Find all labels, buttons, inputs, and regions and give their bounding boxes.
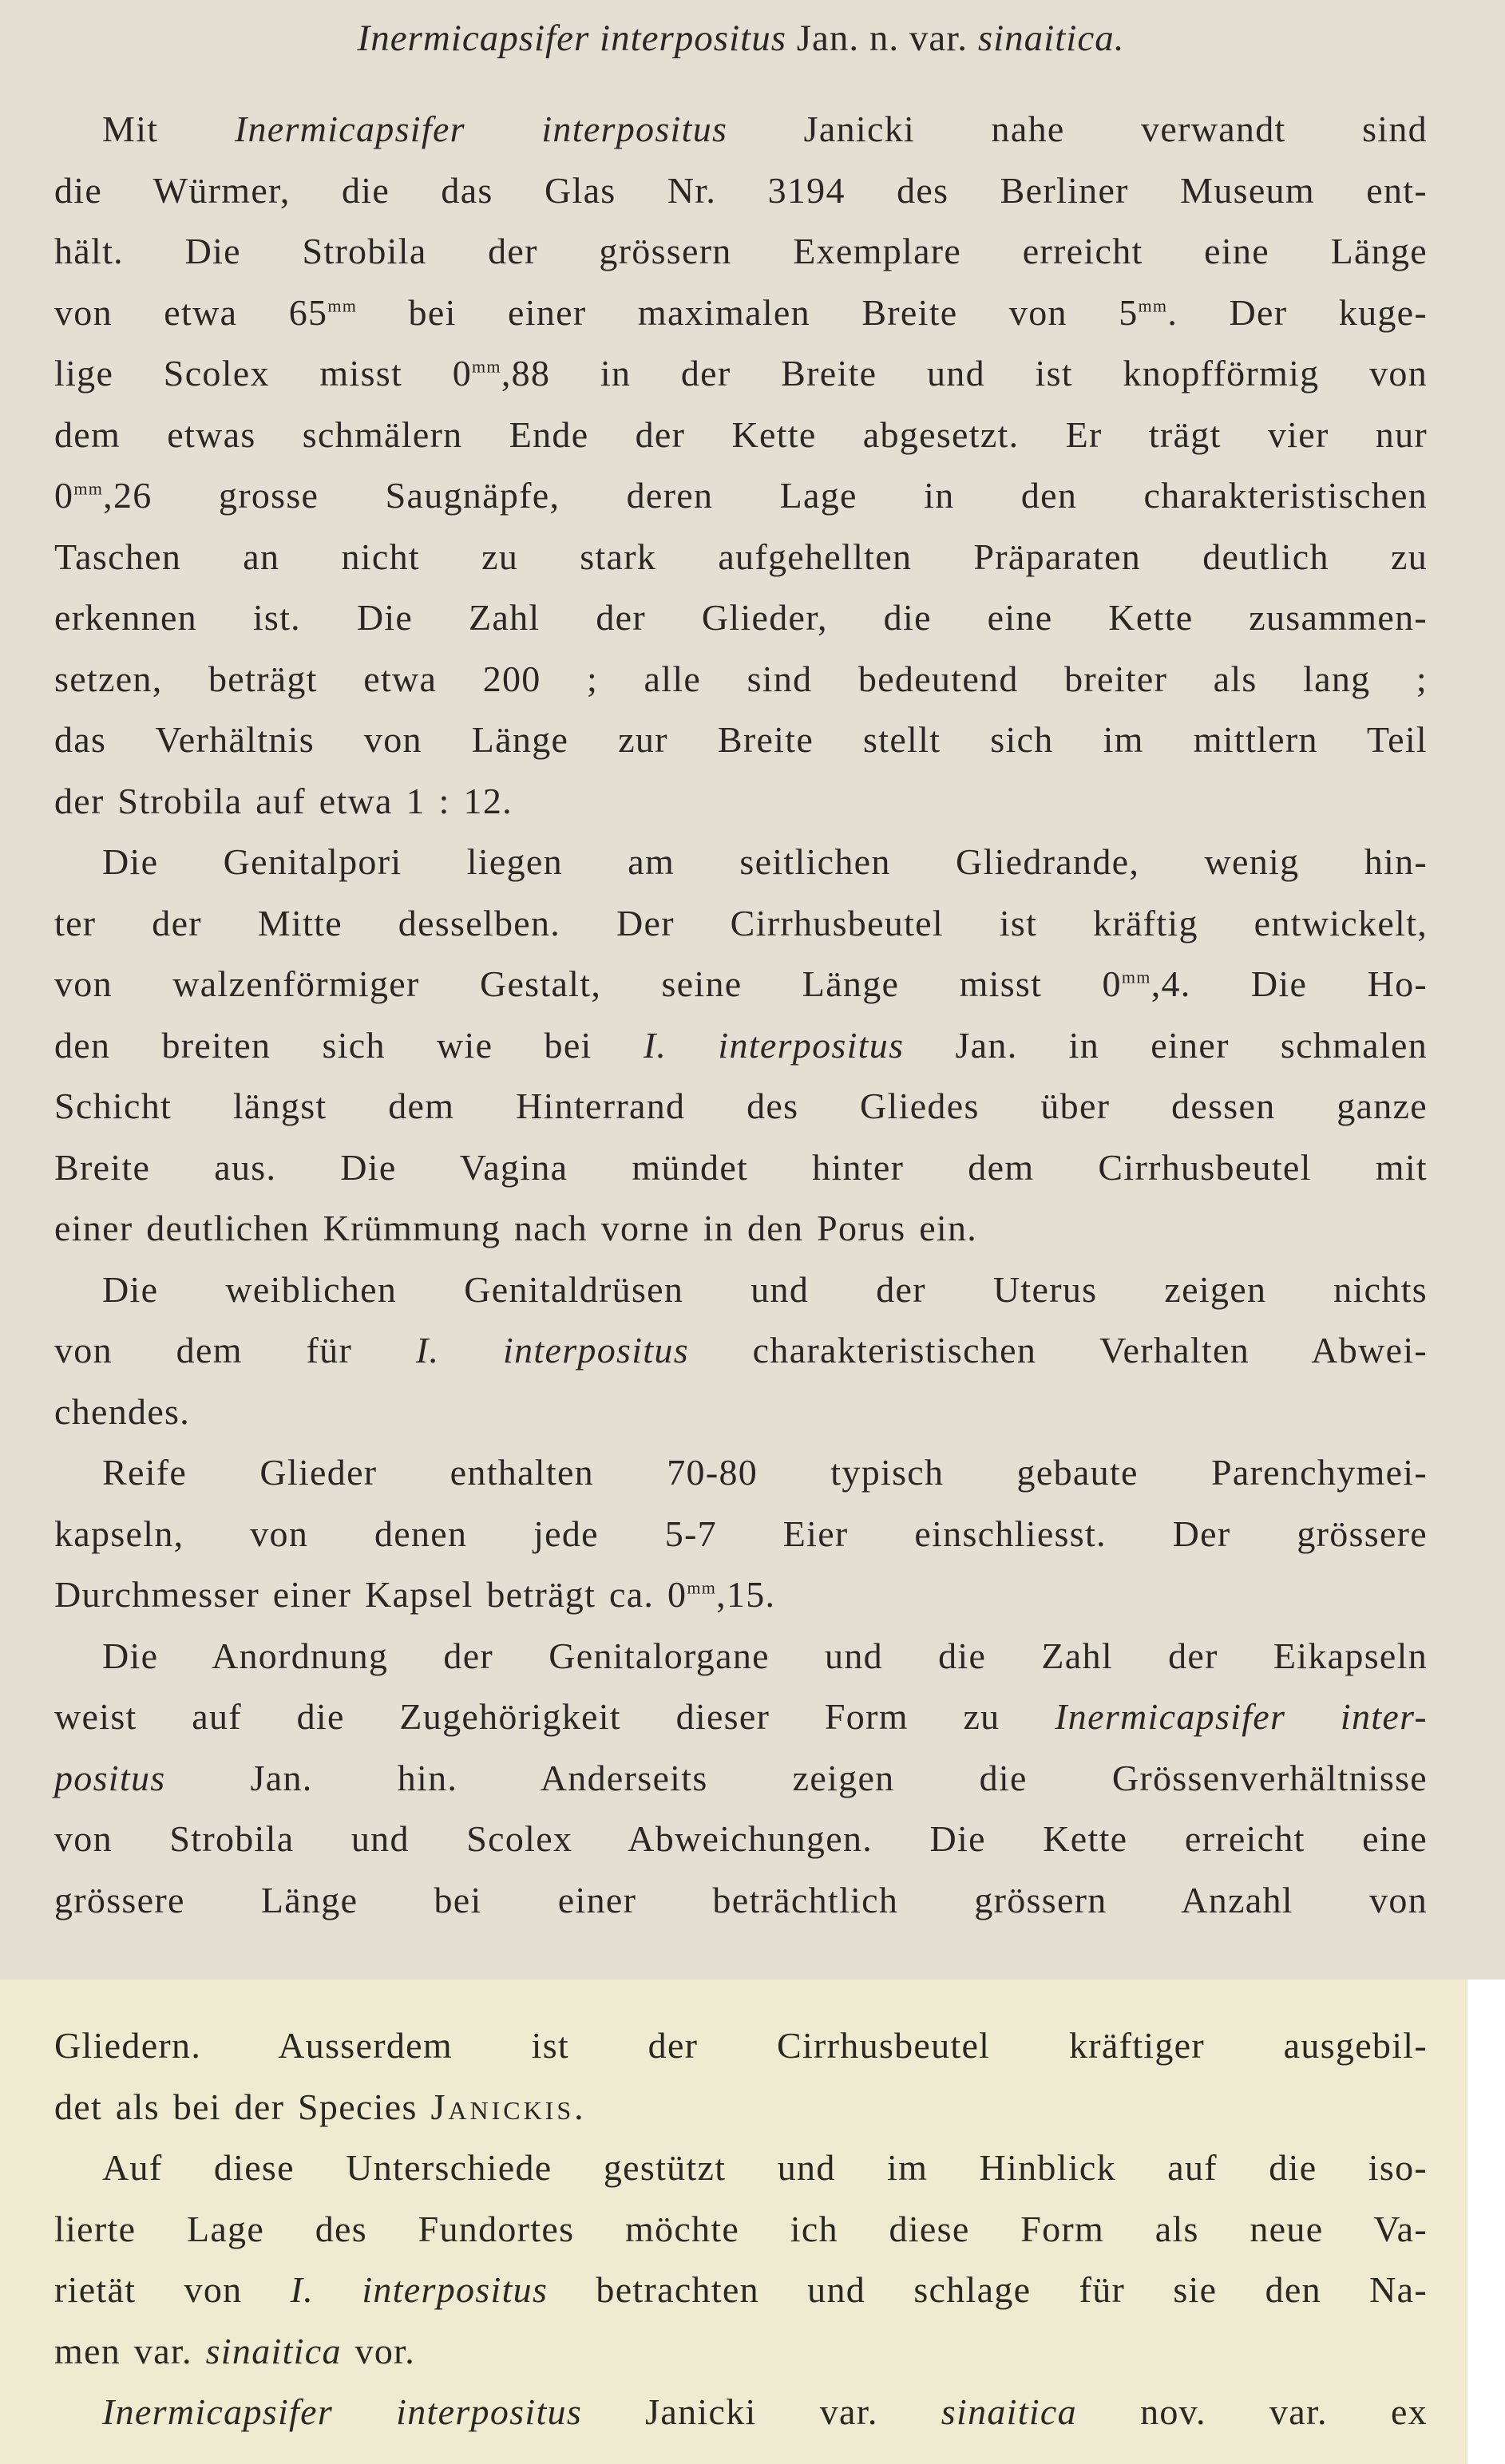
text-line: der Strobila auf etwa 1 : 12.	[54, 780, 513, 821]
text-line: von etwa $65^{mm}$ bei einer maximalen Breite von $5^{mm}$. Der kuge-	[54, 291, 1428, 333]
text-line: Schicht längst dem Hinterrand des Gliedes über dessen ganze	[54, 1086, 1428, 1126]
text-line: hält. Die Strobila der grössern Exemplare erreicht eine Länge	[54, 231, 1428, 271]
text-line: von Strobila und Scolex Abweichungen. Die Kette erreicht eine	[54, 1818, 1428, 1859]
paragraph-p8	[54, 2382, 1428, 2443]
text-line: $0^{mm},26$ grosse Saugnäpfe, deren Lage in den charakteristischen	[54, 475, 1428, 516]
text-line: Mit Inermicapsifer interpositus Janicki nahe verwandt sind	[102, 109, 1428, 149]
text-line: Die Genitalpori liegen am seitlichen Gliedrande, wenig hin-	[102, 841, 1428, 882]
text-line: einer deutlichen Krümmung nach vorne in den Porus ein.	[54, 1208, 978, 1248]
text-line: Inermicapsifer interpositus Janicki var. sinaitica nov. var. ex	[102, 2391, 1428, 2432]
text-line: Gliedern. Ausserdem ist der Cirrhusbeutel kräftiger ausgebil-	[54, 2025, 1428, 2066]
text-line: die Würmer, die das Glas Nr. 3194 des Berliner Museum ent-	[54, 169, 1428, 211]
text-line: dem etwas schmälern Ende der Kette abgesetzt. Er trägt vier nur	[54, 413, 1428, 455]
text-line: Durchmesser einer Kapsel beträgt ca. $0^{mm},15$.	[54, 1574, 776, 1615]
margin-strip	[1467, 1980, 1505, 2464]
text-line: von dem für I. interpositus charakteristischen Verhalten Abwei-	[54, 1330, 1428, 1370]
text-line: grössere Länge bei einer beträchtlich grössern Anzahl von	[54, 1879, 1428, 1920]
paragraph-p6	[54, 2015, 1428, 2138]
text-line: Auf diese Unterschiede gestützt und im Hinblick auf die iso-	[102, 2147, 1428, 2188]
document-page	[54, 8, 1428, 1931]
text-line: den breiten sich wie bei I. interpositus Jan. in einer schmalen	[54, 1024, 1428, 1066]
paragraph-p3	[54, 1260, 1428, 1443]
text-line: lierte Lage des Fundortes möchte ich diese Form als neue Va-	[54, 2208, 1428, 2249]
paragraph-p7	[54, 2138, 1428, 2382]
document-page-continued	[54, 2015, 1428, 2443]
text-line: von walzenförmiger Gestalt, seine Länge misst $0^{mm},4$. Die Ho-	[54, 963, 1428, 1004]
title-author: Jan. n. var.	[796, 18, 968, 59]
text-line: setzen, beträgt etwa 200 ; alle sind bedeutend breiter als lang ;	[54, 658, 1428, 699]
text-line: das Verhältnis von Länge zur Breite stellt sich im mittlern Teil	[54, 719, 1428, 760]
text-line: Reife Glieder enthalten 70-80 typisch gebaute Parenchymei-	[102, 1452, 1428, 1493]
body-text-continued	[54, 2015, 1428, 2443]
text-line: men var. sinaitica vor.	[54, 2330, 416, 2371]
title-genus: Inermicapsifer interpositus	[357, 18, 786, 59]
text-line: Die weiblichen Genitaldrüsen und der Uterus zeigen nichts	[102, 1268, 1428, 1310]
text-line: Breite aus. Die Vagina mündet hinter dem Cirrhusbeutel mit	[54, 1146, 1428, 1188]
text-line: positus Jan. hin. Anderseits zeigen die Grössenverhältnisse	[54, 1757, 1428, 1798]
paragraph-p1	[54, 99, 1428, 832]
text-line: lige Scolex misst $0^{mm},88$ in der Breite und ist knopfförmig von	[54, 353, 1428, 394]
text-line: Taschen an nicht zu stark aufgehellten Präparaten deutlich zu	[54, 536, 1428, 577]
text-line: rietät von I. interpositus betrachten und schlage für sie den Na-	[54, 2269, 1428, 2310]
body-text	[54, 99, 1428, 1931]
paragraph-p2	[54, 832, 1428, 1260]
text-line: Die Anordnung der Genitalorgane und die Zahl der Eikapseln	[102, 1635, 1428, 1676]
text-line: kapseln, von denen jede 5-7 Eier einschliesst. Der grössere	[54, 1513, 1428, 1554]
text-line: ter der Mitte desselben. Der Cirrhusbeutel ist kräftig entwickelt,	[54, 902, 1428, 943]
section-title	[54, 8, 1428, 69]
text-line: det als bei der Species Janickis.	[54, 2086, 584, 2127]
text-line: erkennen ist. Die Zahl der Glieder, die eine Kette zusammen-	[54, 597, 1428, 638]
title-variety: sinaitica.	[977, 18, 1125, 59]
text-line: weist auf die Zugehörigkeit dieser Form zu Inermicapsifer inter-	[54, 1696, 1428, 1737]
text-line: chendes.	[54, 1390, 191, 1432]
paragraph-p5	[54, 1626, 1428, 1932]
paragraph-p4	[54, 1442, 1428, 1626]
